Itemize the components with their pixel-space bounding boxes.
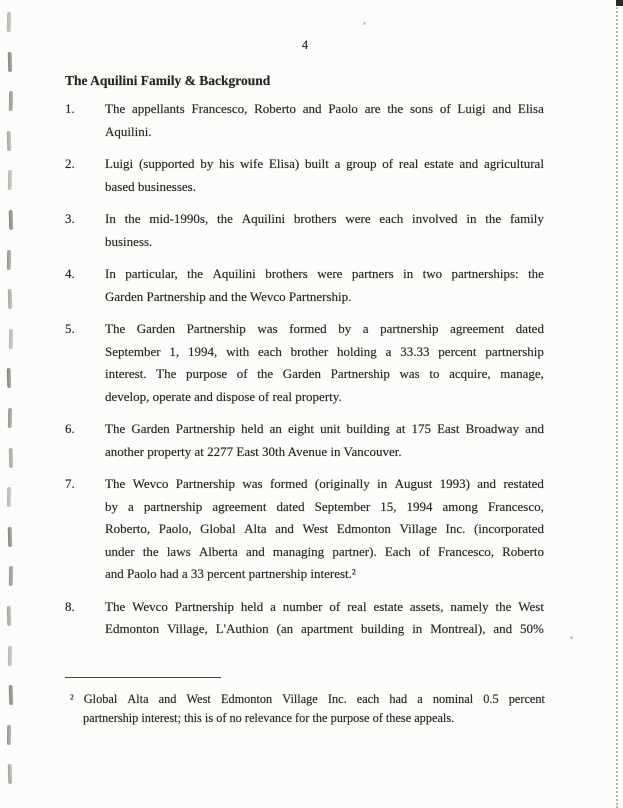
- item-number: 4.: [65, 266, 75, 281]
- text-line: under the laws Alberta and managing partner). Each of Francesco, Roberto: [105, 543, 544, 559]
- text-line: ² Global Alta and West Edmonton Village Inc. each had a nominal 0.5 percent: [70, 691, 545, 706]
- binding-mark-artifact: [8, 646, 12, 666]
- text-line: The Wevco Partnership was formed (originally in August 1993) and restated: [105, 476, 544, 491]
- text-line: In the mid-1990s, the Aquilini brothers were each involved in the family: [105, 211, 544, 226]
- item-number: 1.: [65, 101, 75, 116]
- page-number: 4: [301, 38, 309, 52]
- binding-mark-artifact: [7, 12, 11, 32]
- text-line: Roberto, Paolo, Global Alta and West Edmonton Village Inc. (incorporated: [105, 521, 544, 536]
- numbered-paragraph: [65, 98, 545, 143]
- scan-speck: [363, 22, 366, 25]
- item-number: 2.: [65, 156, 75, 171]
- text-line: The Wevco Partnership held a number of real estate assets, namely the West: [105, 598, 544, 614]
- text-line: by a partnership agreement dated September 15, 1994 among Francesco,: [105, 498, 544, 514]
- item-number: 3.: [65, 211, 75, 226]
- binding-mark-artifact: [8, 764, 13, 784]
- binding-mark-artifact: [9, 91, 13, 111]
- binding-mark-artifact: [7, 725, 11, 745]
- numbered-paragraph: [65, 318, 545, 408]
- binding-mark-artifact: [9, 329, 13, 349]
- item-body: [105, 596, 544, 641]
- binding-mark-artifact: [8, 408, 12, 428]
- text-line: Luigi (supported by his wife Elisa) built a group of real estate and agricultural: [105, 156, 544, 171]
- binding-mark-artifact: [9, 210, 14, 230]
- numbered-paragraph: [65, 596, 545, 641]
- footnote-divider: [65, 677, 221, 678]
- text-line: interest. The purpose of the Garden Partnership was to acquire, manage,: [105, 366, 544, 381]
- scan-speck: [570, 636, 573, 639]
- item-number: 5.: [65, 321, 75, 336]
- item-number: 8.: [65, 598, 75, 614]
- text-line: partnership interest; this is of no relevance for the purpose of these appeals.: [83, 710, 455, 725]
- item-body: [105, 418, 544, 463]
- numbered-paragraph: [65, 473, 545, 586]
- binding-mark-artifact: [8, 170, 12, 190]
- text-line: another property at 2277 East 30th Avenue in Vancouver.: [105, 443, 402, 459]
- text-line: September 1, 1994, with each brother holding a 33.33 percent partnership: [105, 343, 544, 359]
- paragraph-list: [65, 98, 545, 641]
- binding-mark-artifact: [9, 566, 13, 586]
- text-line: business.: [105, 233, 153, 249]
- item-body: [105, 208, 544, 253]
- scan-corner-mark: [616, 0, 623, 6]
- item-number: 6.: [65, 421, 75, 436]
- numbered-paragraph: [65, 263, 545, 308]
- numbered-paragraph: [65, 208, 545, 253]
- text-line: The Garden Partnership was formed by a partnership agreement dated: [105, 321, 544, 336]
- scan-edge-dotted-line: [616, 0, 618, 808]
- binding-mark-artifact: [7, 368, 12, 388]
- numbered-paragraph: [65, 153, 545, 198]
- text-line: based businesses.: [105, 178, 196, 194]
- item-body: [105, 263, 544, 308]
- text-line: Edmonton Village, L'Authion (an apartment building in Montreal), and 50%: [105, 621, 544, 636]
- binding-mark-artifact: [8, 527, 13, 547]
- binding-mark-artifact: [9, 448, 14, 468]
- item-number: 7.: [65, 476, 75, 491]
- text-line: Garden Partnership and the Wevco Partnership.: [105, 288, 352, 304]
- item-body: [105, 98, 544, 143]
- footnote: [70, 690, 545, 728]
- text-line: Aquilini.: [105, 123, 152, 139]
- text-line: The Garden Partnership held an eight unit building at 175 East Broadway and: [105, 421, 544, 436]
- item-body: [105, 318, 544, 408]
- binding-mark-artifact: [7, 250, 11, 270]
- binding-mark-artifact: [8, 289, 13, 309]
- text-line: and Paolo had a 33 percent partnership interest.²: [105, 566, 356, 581]
- binding-mark-artifact: [7, 131, 12, 151]
- binding-mark-artifact: [8, 52, 13, 72]
- binding-mark-artifact: [9, 685, 14, 705]
- text-line: In particular, the Aquilini brothers were partners in two partnerships: the: [105, 266, 544, 281]
- text-line: develop, operate and dispose of real property.: [105, 388, 342, 404]
- text-line: The appellants Francesco, Roberto and Paolo are the sons of Luigi and Elisa: [105, 101, 544, 116]
- binding-mark-artifact: [7, 487, 11, 507]
- item-body: [105, 473, 544, 586]
- numbered-paragraph: [65, 418, 545, 463]
- binding-mark-artifact: [7, 606, 12, 626]
- section-heading: The Aquilini Family & Background: [65, 73, 271, 88]
- item-body: [105, 153, 544, 198]
